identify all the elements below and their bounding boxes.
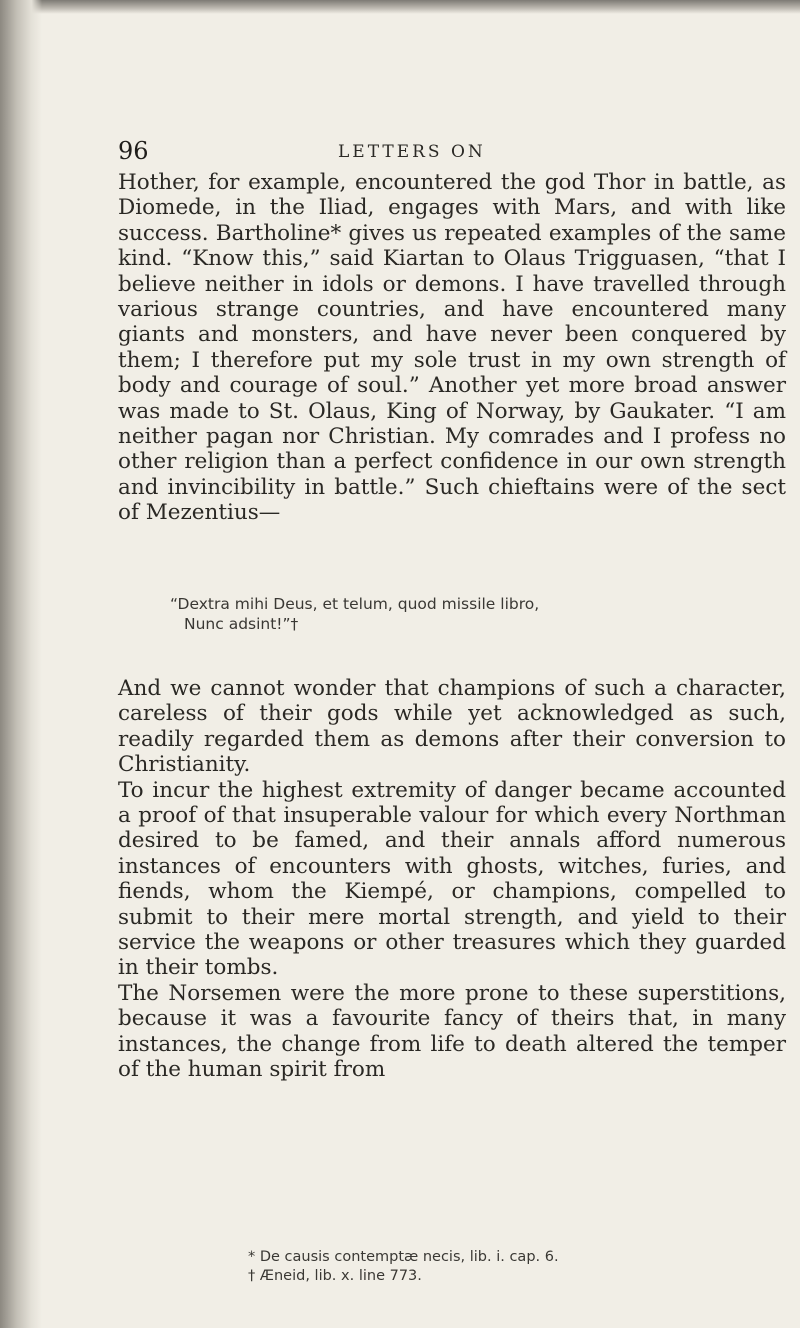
footnote: † Æneid, lib. x. line 773.	[248, 1268, 422, 1284]
paragraph: Hother, for example, encountered the god Thor in battle, as Diomede, in the Iliad, engages with Mars, and with like success. Bartholine* gives us repeated examples of the same kind. “Know this,” said Kiartan to Olaus Trigguasen, “that I believe neither in idols or demons. I have travelled through various strange countries, and have encountered many giants and monsters, and have never been conquered by them; I therefore put my sole trust in my own strength of body and courage of soul.” Another yet more broad answer was made to St. Olaus, King of Norway, by Gaukater. “I am neither pagan nor Christian. My comrades and I profess no other religion than a perfect confidence in our own strength and invincibility in battle.” Such chieftains were of the sect of Mezentius—	[118, 170, 786, 526]
footnote: * De causis contemptæ necis, lib. i. cap. 6.	[248, 1249, 559, 1265]
paragraph: The Norsemen were the more prone to these superstitions, because it was a favourite fancy of theirs that, in many instances, the change from life to death altered the temper of the human spirit from	[118, 980, 786, 1083]
footnotes	[248, 1248, 748, 1286]
main-text-continued	[118, 676, 786, 1083]
running-head	[118, 136, 798, 166]
quote-line: “Dextra mihi Deus, et telum, quod missile libro,	[170, 595, 540, 613]
latin-quotation	[170, 594, 730, 634]
page-number: 96	[118, 137, 149, 165]
paragraph: And we cannot wonder that champions of such a character, careless of their gods while yet acknowledged as such, readily regarded them as demons after their conversion to Christianity.	[118, 676, 786, 778]
main-text	[118, 170, 786, 526]
paragraph: To incur the highest extremity of danger became accounted a proof of that insuperable valour for which every Northman desired to be famed, and their annals afford numerous instances of encounters with ghosts, witches, furies, and fiends, whom the Kiempé, or champions, compelled to submit to their mere mortal strength, and yield to their service the weapons or other treasures which they guarded in their tombs.	[118, 777, 786, 981]
quote-line: Nunc adsint!”†	[184, 615, 299, 633]
running-title: LETTERS ON	[338, 142, 486, 162]
